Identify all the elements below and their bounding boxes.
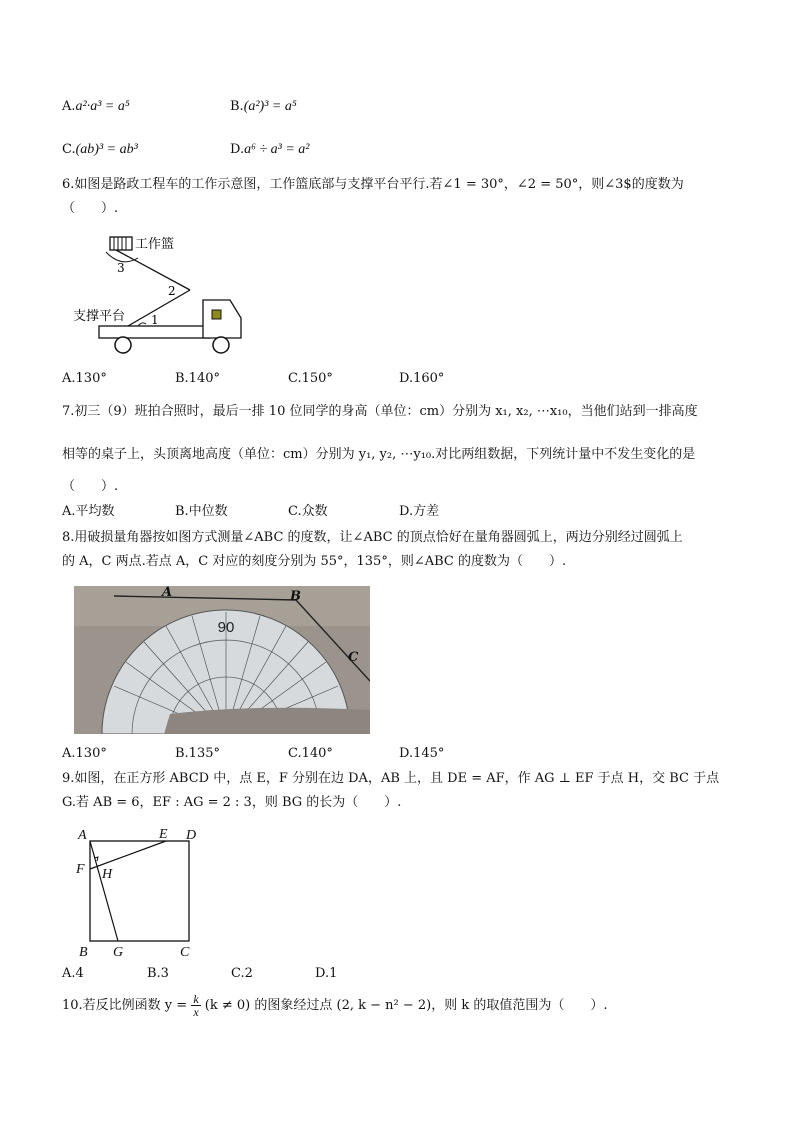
q10-prefix: 10.若反比例函数 y =	[62, 998, 188, 1013]
q6-truck-figure	[66, 228, 246, 358]
q5-option-b-math: (a²)³ = a⁵	[243, 99, 297, 114]
label-g: G	[113, 945, 124, 960]
q5-option-d-math: a⁶ ÷ a³ = a²	[244, 142, 310, 157]
q7-stem-line1: 7.初三（9）班拍合照时，最后一排 10 位同学的身高（单位：cm）分别为 x₁, x₂, ⋯x₁₀，当他们站到一排高度	[62, 404, 698, 419]
q9-square-figure	[70, 822, 200, 962]
basket-label: 工作篮	[135, 236, 175, 251]
q8-option-c: C.140°	[288, 746, 333, 761]
q8-option-b: B.135°	[175, 746, 220, 761]
q5-option-a: A.a²·a³ = a⁵	[62, 99, 130, 114]
q10-suffix: (k ≠ 0) 的图象经过点 (2, k − n² − 2)，则 k 的取值范围为（ ）.	[204, 998, 608, 1013]
platform-label: 支撑平台	[73, 308, 126, 323]
angle-1-label: 1	[151, 313, 159, 327]
q9-option-a: A.4	[62, 966, 84, 981]
q5-option-b: B.(a²)³ = a⁵	[230, 99, 297, 114]
angle-2-label: 2	[168, 284, 176, 298]
q8-protractor-photo	[74, 586, 370, 734]
q5-option-a-math: a²·a³ = a⁵	[75, 99, 130, 114]
label-h: H	[102, 867, 113, 882]
q5-option-c-math: (ab)³ = ab³	[75, 142, 138, 157]
q9-option-d: D.1	[315, 966, 338, 981]
q8-stem-line1: 8.用破损量角器按如图方式测量∠ABC 的度数，让∠ABC 的顶点恰好在量角器圆弧上，两边分别经过圆弧上	[62, 530, 683, 545]
q9-option-c: C.2	[231, 966, 253, 981]
q6-option-c: C.150°	[288, 371, 333, 386]
q7-option-b: B.中位数	[175, 504, 228, 519]
point-c-label: C	[348, 650, 359, 665]
q6-option-b: B.140°	[175, 371, 220, 386]
q7-option-a: A.平均数	[62, 504, 115, 519]
angle-3-label: 3	[117, 261, 125, 275]
label-f: F	[76, 862, 85, 877]
basket-shape	[110, 237, 132, 250]
q10-fraction: $\frac{k}{x}$	[193, 992, 199, 1019]
q6-option-a: A.130°	[62, 371, 107, 386]
label-d: D	[186, 828, 197, 843]
q5-option-c: C.(ab)³ = ab³	[62, 142, 138, 157]
q8-option-a: A.130°	[62, 746, 107, 761]
label-c: C	[180, 945, 190, 960]
q8-stem-line2: 的 A，C 两点.若点 A，C 对应的刻度分别为 55°，135°，则∠ABC 的度数为（ ）.	[62, 554, 567, 569]
q7-option-c: C.众数	[288, 504, 328, 519]
q7-stem-line3: （ ）.	[62, 479, 119, 494]
label-a: A	[78, 828, 87, 843]
q9-stem-line2: G.若 AB = 6，EF : AG = 2 : 3，则 BG 的长为（ ）.	[62, 795, 402, 810]
q9-stem-line1: 9.如图，在正方形 ABCD 中，点 E，F 分别在边 DA，AB 上，且 DE = AF，作 AG ⊥ EF 于点 H，交 BC 于点	[62, 771, 720, 786]
q6-option-d: D.160°	[399, 371, 445, 386]
q10-stem	[62, 993, 608, 1018]
label-e: E	[159, 827, 168, 842]
q7-stem-line2: 相等的桌子上，头顶离地高度（单位：cm）分别为 y₁, y₂, ⋯y₁₀.对比两组数据，下列统计量中不发生变化的是	[62, 447, 696, 462]
q5-option-d: D.a⁶ ÷ a³ = a²	[230, 142, 310, 157]
q7-option-d: D.方差	[399, 504, 440, 519]
point-a-label: A	[162, 586, 173, 600]
protractor-90-label: 90	[217, 619, 235, 636]
q8-option-d: D.145°	[399, 746, 445, 761]
q6-stem-line1: 6.如图是路政工程车的工作示意图，工作篮底部与支撑平台平行.若∠1 = 30°，∠2 = 50°，则∠3$的度数为	[62, 177, 684, 192]
point-b-label: B	[290, 589, 301, 604]
q9-option-b: B.3	[147, 966, 169, 981]
label-b: B	[79, 945, 88, 960]
q6-stem-line2: （ ）.	[62, 201, 119, 216]
